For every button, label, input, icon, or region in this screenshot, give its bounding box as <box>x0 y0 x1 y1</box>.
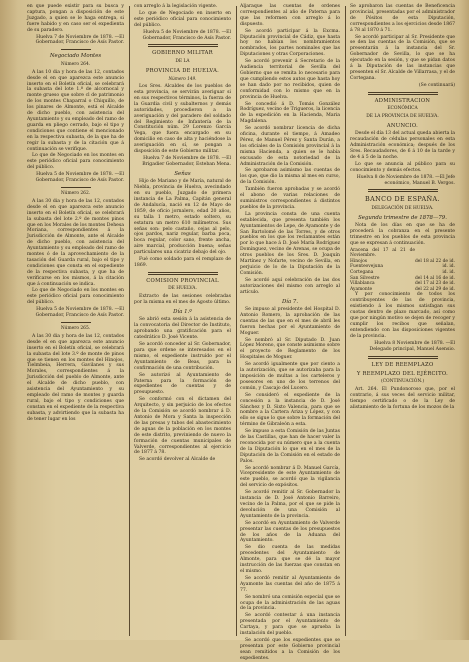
paragraph: Se acordó conceder al Sr. Gobernador, para que ordene se interesados en el mismo, el expediente instruído por el Ayuntamiento de Beas, para la confirmación de una contribución. <box>134 342 231 371</box>
place: Cortegana <box>350 270 374 276</box>
paragraph: Se nombró una comisión especial que se ocupa de la administración de las aguas de la provincia. <box>240 594 340 612</box>
page-edge-stain <box>459 0 469 640</box>
paragraph: Se nombró al Sr. Diputado D. Juan López Moreno, que conste asimismo sobre el proyecto de Reglamento de los Hospitales de Moguer. <box>240 337 340 361</box>
paragraph: Se consideró el expediente de la concesión a la instancia de D. José Sánchez y D. Sixto Valencia, para que se nombre a la Cartera Ariza y López, y con ello se sigue lo que sobre la formación del término de Gibraleón a esta. <box>240 392 340 428</box>
paragraph: También fueron aprobadas y se acordó el abono de varias relaciones de suministros correspondientes á distintos pueblos de la provincia. <box>240 187 340 210</box>
paragraph: Extracto de las sesiones celebradas por la misma en el mes de Agosto último. <box>134 294 231 306</box>
double-separator <box>368 356 438 359</box>
separator <box>61 49 91 50</box>
place: Hinojos <box>350 258 367 264</box>
paragraph: Se acordó devolver al Alcalde de <box>139 457 216 463</box>
paragraph: A las 30 dia y hora de las 12, contados desde el en que aparezca este anuncio inserto en el Boletín oficial, se celebrará la subasta del lote 2.º de montes pinos que en los Morales de los montes Dehesa Moriana, correspondientes á la Jurisdicción de Almonte, ante el Alcalde de dicho pueblo, con asistencia del Ayuntamiento y su empleado del ramo de montes ó de la aprovechamiento de la tasación del Guarda rural, bajo el tipo y condiciones que consta en el expediente de la respectiva subasta, y que ha de verificarse en los mismos, á la citación que á continuación se indica. <box>27 198 124 287</box>
column-rule <box>236 6 237 636</box>
double-separator <box>368 189 438 192</box>
paragraph: Desde el día 13 del actual queda abierta la recaudación de cédulas personales en esta Administración económica; después de los Sres. Recaudadores, de 6 á 10 de la tarde y de 4 á 5 de la noche. <box>350 131 455 160</box>
collection-dates-table <box>350 248 455 293</box>
place: Fuenteovejuna <box>350 264 384 270</box>
signature: Huelva 5 de Noviembre de 1878. —El Gobernador, Francisco de Asís Pastor. <box>35 307 124 319</box>
section-heading: Señas <box>174 170 191 177</box>
paragraph: Aljaraque las cuentas de ordenes correspondientes al año de Paterna para que las reformen con arreglo á lo dispuesto. <box>240 4 340 27</box>
paragraph: Se acordó prevenir á Secretario de la Audiencia territorial de Sevilla del Gobierno que se remita lo necesario para que cumpliendo estos autos que hasta hoy se han dado por no recibidos, quien de conformidad con lo mismo que en la provincia de Huelva. <box>240 59 340 100</box>
notice-number: Número 149. <box>168 76 197 82</box>
column-rule <box>345 6 346 636</box>
paragraph: Se acordó remitir al Sr. Gobernador la instancia de D. José Antonio Barreiro, vecino de la Palma, por el que se pide la devolución de una Comisión al Ayuntamiento de la provincia. <box>240 490 340 519</box>
column-rule <box>129 6 130 636</box>
paragraph: Lo que de Negociado en los montes en este periódico oficial para conocimiento del público. <box>27 153 124 171</box>
date-range: del 17 al 23 de id. <box>414 281 455 287</box>
paragraph: La provincia consta de una cuenta establecida, que presenta también los Ayuntamientos de Lepe, de Ayamonte y de San Bartolomé de las Torres, y de otros pueblos en los que los reclamantes están por lo que hace á D. José María Rodríguez Domínguez, vecino de Arenas, se ocupa de otros pueblos de los Sres. D. Joaquín Martínez y Nofarte, vecino de Sevilla, en perjuicio de lo de la Diputación de la Comisión. <box>240 211 340 276</box>
section-heading: BANCO DE ESPAÑA. <box>365 195 440 204</box>
paragraph: Se impuso al presidente del Hospital D. Antonio Romero, la aprobación de las cuentas de las que en el mes de abril les fueron hechas por el Ayuntamiento de Moguer. <box>240 307 340 336</box>
section-heading: Negociado Montes <box>49 53 102 60</box>
date-range: del 22 al 29 de id. <box>414 286 455 292</box>
column-1 <box>27 4 124 636</box>
paragraph: Se acordó que los expedientes que se presentan por este Gobierno provincial sean remitidos a la Comisión de los expedientes. <box>240 637 340 661</box>
paragraph: Se concedió á D. Tomás González Rodríguez, vecino de Trigueros, la licencia de la expedición en la Hacienda, Maria Magdalena. <box>240 101 340 125</box>
notice-number: Número 265. <box>60 326 91 331</box>
separator <box>61 187 91 188</box>
paragraph: Se acordó en Ayuntamiento de Valverde presentar las cuentas de los presupuestos de los años de la Aduana del Ayuntamiento. <box>240 520 340 544</box>
notice-number: Número 264. <box>60 61 91 67</box>
paragraph: Se acordó remitir al Ayuntamiento de Ayamonte las cuentas del año de 1875 á 77. <box>240 575 340 593</box>
date-range: del 18 al 22 de id. <box>414 258 455 264</box>
signature: Huelva 7 de Noviembre de 1878. —El Gobernador, Francisco de Asís Pastor. <box>35 34 124 46</box>
paragraph: Lo que se anuncia al público para su conocimiento y demás efectos. <box>350 161 455 173</box>
paragraph: Se aprobaron las cuentas de Beneficencia provincial, presentadas por el administrador de Pósitos de esta Diputación, correspondientes a los ejercicios desde 1867 á 78 al 1870 á 71. <box>350 4 455 33</box>
notice-number: Número 262. <box>60 190 91 196</box>
paragraph: Se impuso a esta Comisión de las Juntas de las Castillas, que han de hacer valer la reconocida por su número que a la cuenta de la Diputación lo que en el mes de la Diputación de la Comisión en el estado de Palos. <box>240 429 340 464</box>
signature: Huelva 5 de Noviembre de 1878. —El Gobernador, Francisco de Asís Pastor. <box>142 29 231 41</box>
date-range: del 14 al 16 de id. <box>414 275 455 281</box>
separator <box>61 322 91 323</box>
paragraph: Se dio cuenta de las medidas precedentes del Ayuntamiento de Almonte, para que se dé la mayor instrucción de las fuerzas que constan en el mismo. <box>240 545 340 574</box>
signature: Huelva 8 de Noviembre de 1878. —El Jefe económico, Manuel B. Vergos. <box>356 174 455 186</box>
column-2 <box>134 4 231 636</box>
section-heading: LEY DE REEMPLAZO <box>371 361 434 368</box>
signature: Huelva 7 de Noviembre de 1878. —El Brigadier Gobernador, Esteban Mena. <box>142 155 231 167</box>
column-3 <box>240 4 340 661</box>
place: San Silvestre <box>350 275 380 281</box>
date-range: id. id. <box>442 264 455 270</box>
section-heading-sub: DELEGACIÓN DE HUELVA. <box>371 205 434 211</box>
paragraph: Se acordó aquí celebración de las dos autorizaciones del mismo con arreglo al artículo. <box>240 277 340 295</box>
section-heading: PROVINCIA DE HUELVA. <box>145 67 220 74</box>
date-range: id. id. <box>442 270 455 276</box>
section-heading: Segunda trimestre de 1878—79. <box>358 214 447 221</box>
paragraph: Fué como soldado para el remplazo de 1869. <box>134 257 231 268</box>
paragraph: con arreglo á la legislación vigente. <box>134 4 218 9</box>
double-separator <box>368 92 438 95</box>
page-edge-stain <box>0 0 18 640</box>
section-heading: Día 7. <box>281 298 299 305</box>
column-4 <box>350 4 455 636</box>
table-row <box>350 248 455 259</box>
double-separator <box>148 44 218 47</box>
paragraph: Se conformó con el dictamen del Arquitecto, y sin perjuicio de los efectos de la Comisión se acordó nombrar á D. Antonio de Mora y Santa la inspección de las presas y tubos del abastecimiento de aguas de la población en los montes de este distrito, previniendo de nuevo la formación de cuentas municipales de Valverde, correspondientes al ejercicio de 1877 á 78. <box>134 397 231 456</box>
paragraph: Nota de los días en que se ha de procederá la cobranza en el presente trimestre en los pueblos de esta provincia que se expresan á continuación. <box>350 223 455 246</box>
section-heading: Día 1.º <box>173 308 192 315</box>
section-heading: COMISION PROVINCIAL <box>146 277 219 284</box>
section-heading: ANUNCIO. <box>386 122 419 129</box>
paragraph: Se autorizó al Ayuntamiento de Paterna para la formación de expedientes de cuentas y de presupuesto. <box>134 372 231 396</box>
paragraph: Lo que de Negociado en inserto en este periódico oficial para conocimiento del público. <box>134 10 231 28</box>
section-heading-sub: (CONTINUACIÓN.) <box>380 379 425 385</box>
paragraph: Hijo de Mariano y de María, natural de Niebla, provincia de Huelva, avecindado en su pueblo, Juzgado de primera instancia de La Palma, Capitán general de Andalucía, nació en 12 de Mayo de 1859, de oficio jornalero, edad 20 años, su talla 1 metro, estado soltero, su estatura un metro 610 milímetros. Sus señas son: pelo castaño, cejas al pelo, ojos pardos, nariz regular, barba poca, boca regular, color sano, frente ancha, aire marcial, producción buena; señas particulares una cicatriz debajo del ojo. <box>134 179 231 256</box>
signature: Huelva 5 de Noviembre de 1878. —El Gobernador, Francisco de Asís Pastor. <box>35 172 124 184</box>
section-heading-sub: ECONÓMICA <box>387 106 418 112</box>
paragraph: en que puede existir para su busca y captura, pongan a disposición de este Juzgado, a quien se le haga entrega, si fuere habido y en caso ser el expedienta de su paradero. <box>27 4 124 33</box>
section-heading-sub: DE LA PROVINCIA DE HUELVA. <box>366 114 439 119</box>
continued-note: (Se continuará) <box>418 82 455 88</box>
paragraph: Se acordó igualmente que por ciento a la autorización, que se autorizaba para la imposición de multas a los carteleros y posesores en uno de los terrenos del común, y Cascajo del Lucero. <box>240 362 340 391</box>
paragraph: Se acordó participar al Sr. Presidente que se den las cuentas de la Comisión, que se presentarán á la instancia del Sr. Gobernador de Sevilla, lo que se ha ejecutado en la sesión, y que se pidan datos á la Diputación de las instancias que presenten el Sr. Alcalde de Villarrasa, y el de Cortegana. <box>350 34 455 81</box>
paragraph: Se abrió esta sesión á la asistencia de la convocatoria del Director de Instituto, aprobando una gratificación para el catedrático D. José Vicente. <box>134 317 231 341</box>
section-heading-sub: DE HUELVA. <box>168 286 197 292</box>
paragraph: A las 10 dia y hora de las 12, contados desde el en que aparezca este anuncio inserto en el Boletín oficial, se celebrará la subasta del lote 1.º de alcornocal y monte grueso que sobre cl de patrimonio de los montes Chaparral o Chiquillo, de los pinares de Almonte, está el Alcalde de dicho pueblo, con asistencia del Ayuntamiento y su empleado del ramo de guarda en pliego cerrado, bajo el tipo y condiciones que contiene el mencionado en la respectiva subasta, de la que ha de regir la subasta y de la citación que á continuación se verifique. <box>27 69 124 152</box>
paragraph: Se acordó nombrar licencia de dicha oficina, durante el tiempo, á Amadeo Pérez, de Manuel Pérez y Santa Durán, a los oficiales de la Comisión provincial á la misma Hacienda, a quien se le había excusado de esta notoriedad de la Administración de la Comisión. <box>240 126 340 167</box>
double-separator <box>148 272 218 275</box>
place: Aracena del 17 al 21 de Noviembre. <box>350 247 415 259</box>
signature: Huelva 8 Noviembre de 1878. —El Delegado principal, Manuel Asensio. <box>369 340 455 352</box>
paragraph: Se acordó nombrar á D. Manuel García, Vicepresidente de este Ayuntamiento de este pueblo, se acordó que la vigilancia del servicio de expósitos. <box>240 465 340 489</box>
section-heading: GOBIERNO MILITAR <box>152 50 213 57</box>
section-heading: Y REEMPLAZO DEL EJÉRCITO. <box>356 370 449 377</box>
section-heading-connector: DE LA <box>175 58 190 64</box>
section-heading: ADMINISTRACION <box>374 97 431 104</box>
date-range <box>415 248 455 259</box>
paragraph: Art. 264. El Pundonoroso que, por el contrario, á sus veces del servicio militar, tiempo certificado o de la Ley de alistamiento de la fortuna de los mozos de la <box>350 387 455 410</box>
paragraph: A las 30 dia y hora de las 12, contados desde el en que aparezca este anuncio inserto en el Boletín oficial, se celebrará la subasta del lote 3.º de monte de pinos que se tienen en los montes del Hinojos, Tielmbeia, Herrera, Gavilanes y sus Morales, correspondientes á la Jurisdicción del pueblo de Almonte, ante el Alcalde de dicho pueblo, con asistencia del Ayuntamiento y su empleado del ramo de montes y guarda rural, bajo el tipo y condiciones que constan en el expediente de la respectiva subasta, y advirtiendo que la subasta ha de tener lugar en los <box>27 333 124 422</box>
paragraph: Los Sres. Alcaldes de los pueblos de esta provincia, se servirán averiguar si en sus respectivos términos, la fuerza de la Guardia civil y subalternos y demás autoridades, procedieron a la averiguación y del paradero del soldado del Regimiento de Infantería de la Constitución núm. 29 Lorenzo García Vega, que fuera encargado en su domicilio en caso de alta y haciéndose la averiguación en sí, se pongan a disposición de este Gobierno militar. <box>134 84 231 155</box>
paragraph: Lo que de Negociado en los montes en este periódico oficial para conocimiento del público. <box>27 288 124 306</box>
place: Ayamonte <box>350 286 373 292</box>
paragraph: Se acordó contestar á una instancia presentada por el Ayuntamiento de Cartaya, y para que se aprueba la instalación del pueblo. <box>240 613 340 637</box>
place: Villablanca <box>350 281 375 287</box>
paragraph: Se acordó participar á la Excma. Diputación provincial de Cádiz, que hasta hoy no habían los nombramientos nombrados, los partes nominales que las Diputaciones y otras Corporaciones. <box>240 28 340 58</box>
paragraph: Se aprobaron asimismo las cuentas de los que, que dio la misma al mes en curso, de la Comisión. <box>240 168 340 186</box>
paragraph: Y por conocimiento de todos los contribuyentes de las de provincia, existiendo á los mismos satisfagan sus cuotas dentro de plazo marcado, así como que por ningún motivo se dejen de recoger y cumplir los recibos que señalan, entendiendo con las disposiciones vigentes de la provincia. <box>350 292 455 339</box>
